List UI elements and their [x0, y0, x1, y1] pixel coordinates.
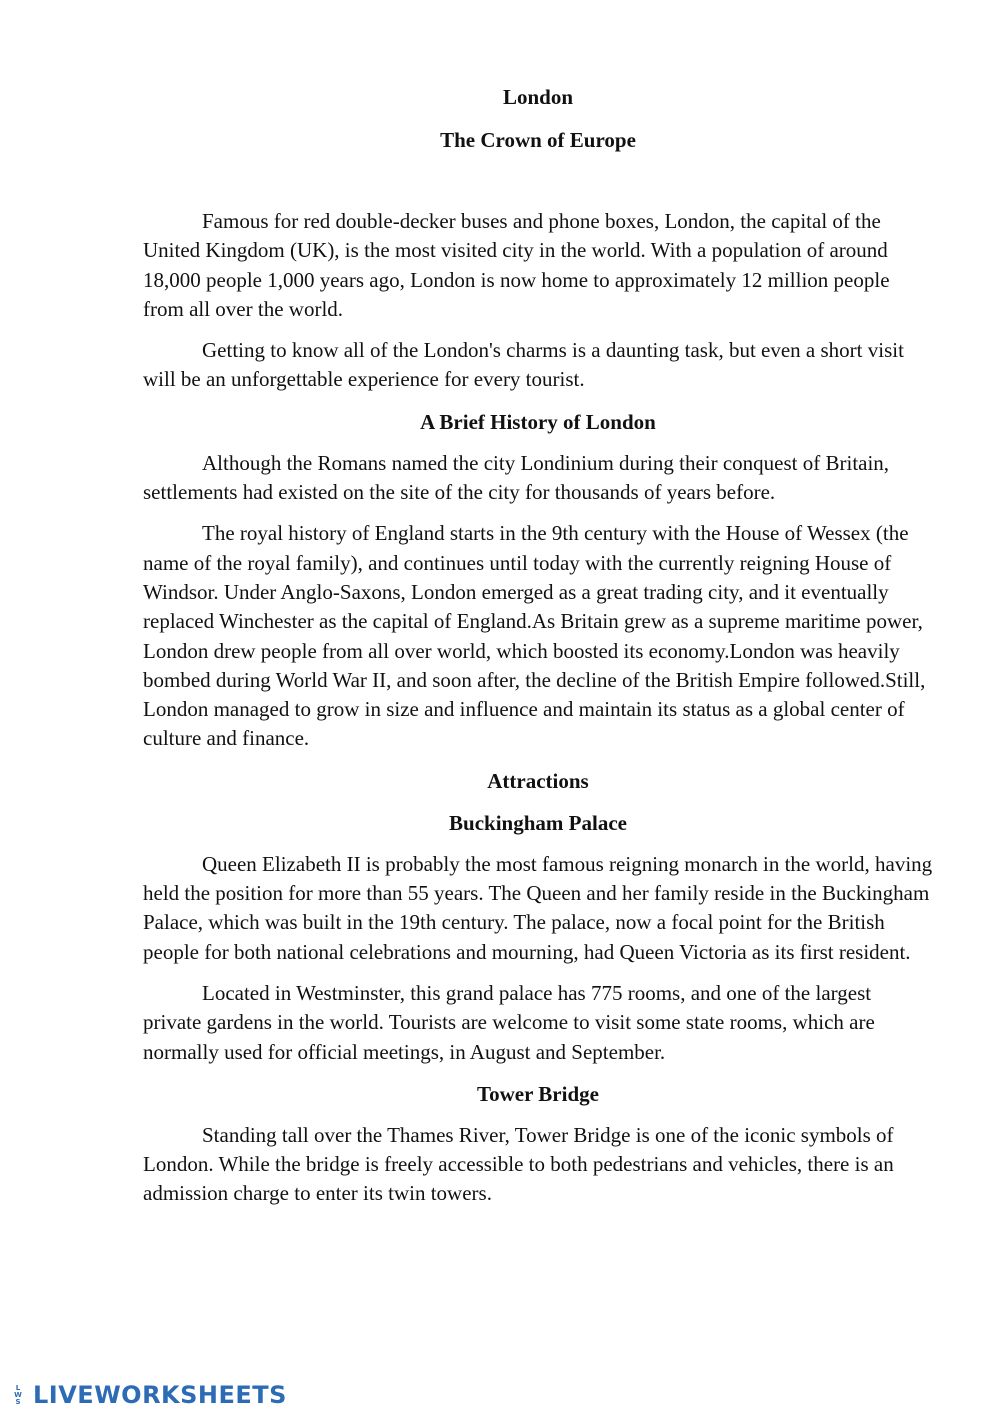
tower-bridge-heading: Tower Bridge [477, 1081, 599, 1106]
history-paragraph: Although the Romans named the city Londinium during their conquest of Britain, settlements had existed on the site of the city for thousands of years before. [143, 450, 890, 505]
liveworksheets-logo-icon: L W S [14, 1383, 22, 1406]
buckingham-heading: Buckingham Palace [449, 810, 627, 835]
buckingham-paragraph: Queen Elizabeth II is probably the most famous reigning monarch in the world, having held the position for more than 55 years. The Queen and her family reside in the Buckingham Palace, which was built in the 19th century. The palace, now a focal point for the British people for both national celebrations and mourning, had Queen Victoria as its first resident. [143, 851, 933, 964]
tower-bridge-paragraph: Standing tall over the Thames River, Tower Bridge is one of the iconic symbols of London. While the bridge is freely accessible to both pedestrians and vehicles, there is an admission charge to enter its twin towers. [143, 1122, 894, 1206]
attractions-heading: Attractions [487, 768, 589, 793]
intro-paragraph: Famous for red double-decker buses and phone boxes, London, the capital of the United Kingdom (UK), is the most visited city in the world. With a population of around 18,000 people 1,000 years ago, London is now home to approximately 12 million people from all over the world. [143, 209, 890, 321]
liveworksheets-logo [6, 1380, 287, 1410]
history-heading: A Brief History of London [420, 409, 656, 434]
document-content [143, 82, 933, 1221]
intro-paragraph: Getting to know all of the London's charms is a daunting task, but even a short visit will be an unforgettable experience for every tourist. [143, 338, 904, 392]
document-subtitle: The Crown of Europe [440, 128, 636, 152]
document-title: London [502, 85, 574, 109]
history-paragraph: The royal history of England starts in the 9th century with the House of Wessex (the name of the royal family), and continues until today with the currently reigning House of Windsor. Under Anglo-Saxons, London emerged as a great trading city, and it eventually replaced Winchester as the capital of England.As Britain grew as a supreme maritime power, London drew people from all over world, which boosted its economy.London was heavily bombed during World War II, and soon after, the decline of the British Empire followed.Still, London managed to grow in size and influence and maintain its status as a global center of culture and finance. [143, 521, 926, 751]
buckingham-paragraph: Located in Westminster, this grand palace has 775 rooms, and one of the largest private gardens in the world. Tourists are welcome to visit some state rooms, which are normally used for official meetings, in August and September. [143, 980, 875, 1064]
liveworksheets-logo-text: LIVEWORKSHEETS [33, 1381, 287, 1409]
